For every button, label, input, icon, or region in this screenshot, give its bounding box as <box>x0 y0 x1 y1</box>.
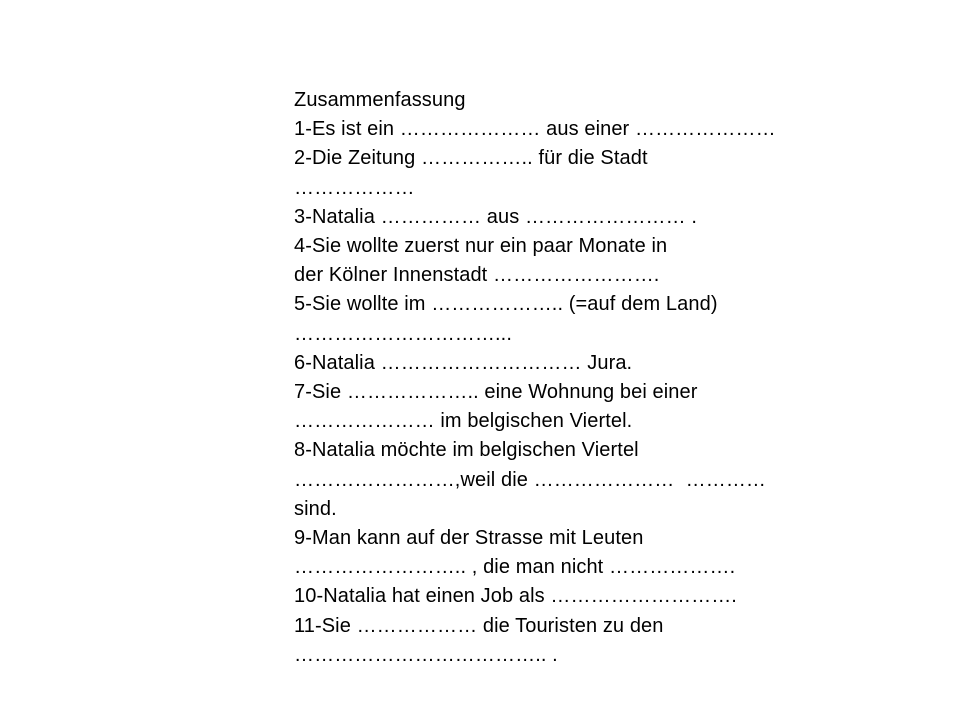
worksheet-text <box>294 86 814 670</box>
exercise-line: 7-Sie ……………….. eine Wohnung bei einer <box>294 381 698 404</box>
exercise-line: sind. <box>294 497 337 520</box>
exercise-line: ………………… im belgischen Viertel. <box>294 410 633 433</box>
exercise-line: 2-Die Zeitung …………….. für die Stadt <box>294 147 648 170</box>
worksheet-title: Zusammenfassung <box>294 89 466 111</box>
exercise-line: 5-Sie wollte im ……………….. (=auf dem Land) <box>294 293 718 316</box>
exercise-line: 3-Natalia …………… aus …………………… . <box>294 205 698 228</box>
exercise-line: der Kölner Innenstadt ……………………. <box>294 264 660 287</box>
exercise-line: 6-Natalia ………………………… Jura. <box>294 351 633 374</box>
exercise-line: 8-Natalia möchte im belgischen Viertel <box>294 439 639 462</box>
exercise-line: ……………………,weil die ………………… ………… <box>294 468 767 491</box>
exercise-line: …………………….. , die man nicht ………………. <box>294 556 736 579</box>
exercise-line: …………………………... <box>294 322 512 345</box>
exercise-line: 11-Sie ……………… die Touristen zu den <box>294 614 664 637</box>
exercise-line: ……………… <box>294 176 415 199</box>
exercise-line: 1-Es ist ein ………………… aus einer ………………… <box>294 118 776 141</box>
exercise-line: 9-Man kann auf der Strasse mit Leuten <box>294 527 644 550</box>
exercise-line: 10-Natalia hat einen Job als ………………………. <box>294 585 737 608</box>
exercise-line: ……………………………….. . <box>294 643 558 666</box>
exercise-line: 4-Sie wollte zuerst nur ein paar Monate in <box>294 235 668 258</box>
